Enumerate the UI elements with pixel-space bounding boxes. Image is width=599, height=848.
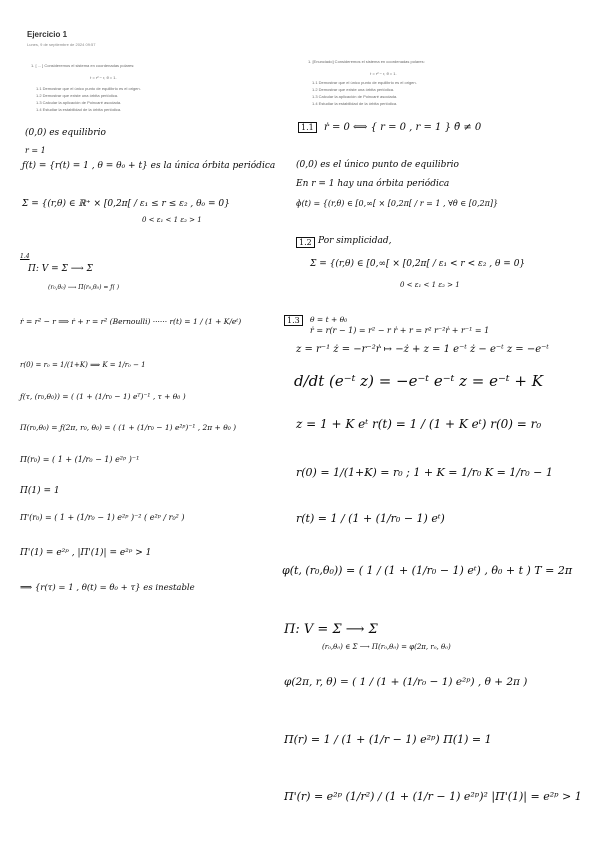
page-title: Ejercicio 1: [27, 30, 68, 39]
problem-line: ṙ = r² − r, θ̇ = 1.: [90, 75, 117, 80]
note-line: 0 < ε₁ < 1 ε₂ > 1: [142, 216, 202, 224]
problem-line: 1.4 Estudiar la estabilidad de la órbita periódica.: [312, 101, 398, 106]
note-line: Π(r₀,θ₀) = ƒ(2π, r₀, θ₀) = ( (1 + (1/r₀ − 1) e²ᵖ)⁻¹ , 2π + θ₀ ): [20, 423, 237, 432]
note-line: En r = 1 hay una órbita periódica: [296, 179, 450, 189]
problem-line: 1.4 Estudiar la estabilidad de la órbita periódica.: [36, 107, 122, 112]
note-line: ṙ = r² − r ⟹ ṙ + r = r² (Bernoulli) ······ r(t) = 1 / (1 + K/eᵗ): [20, 317, 242, 326]
note-line: ṙ = 0 ⟺ { r = 0 , r = 1 } θ̇ ≠ 0: [324, 122, 482, 133]
note-line: Π: V = Σ ⟶ Σ: [284, 622, 378, 637]
note-line: φ(t, (r₀,θ₀)) = ( 1 / (1 + (1/r₀ − 1) eᵗ) , θ₀ + t ) T = 2π: [282, 564, 573, 577]
problem-line: 1.3 Calcular la aplicación de Poincaré asociada.: [312, 94, 398, 99]
note-line: θ = t + θ₀: [310, 315, 348, 324]
page-date: Lunes, 9 de septiembre de 2024 09:57: [27, 42, 96, 47]
note-line: ƒ(t) = {r(t) = 1 , θ = θ₀ + t} es la única órbita periódica: [22, 161, 276, 171]
note-line: d/dt (e⁻ᵗ z) = −e⁻ᵗ e⁻ᵗ z = e⁻ᵗ + K: [294, 372, 543, 390]
note-line: z = r⁻¹ ż = −r⁻²ṙ ↦ −ż + z = 1 e⁻ᵗ ż − e⁻ᵗ z = −e⁻ᵗ: [296, 344, 549, 355]
note-line: Π'(r₀) = ( 1 + (1/r₀ − 1) e²ᵖ )⁻² ( e²ᵖ / r₀² ): [20, 513, 185, 522]
note-line: (0,0) es el único punto de equilibrio: [296, 160, 459, 170]
note-line: ṙ = r(r − 1) = r² − r ṙ + r = r² r⁻²ṙ + r⁻¹ = 1: [310, 326, 490, 335]
note-line: z = 1 + K eᵗ r(t) = 1 / (1 + K eᵗ) r(0) = r₀: [296, 417, 542, 431]
note-line: ⟹ {r(τ) = 1 , θ(t) = θ₀ + τ} es inestable: [20, 583, 195, 593]
problem-line: 1.1 Demostrar que el único punto de equilibrio es el origen.: [312, 80, 417, 85]
note-line: ɸ(t) = {(r,θ) ∈ [0,∞[ × [0,2π[ / r = 1 , ∀θ ∈ [0,2π]}: [296, 199, 499, 208]
section-label: 1.1: [298, 122, 317, 133]
problem-line: 1. [ ... ] Consideremos el sistema en coordenadas polares:: [31, 63, 135, 68]
problem-line: 1.1 Demostrar que el único punto de equilibrio es el origen.: [36, 86, 141, 91]
note-line: r = 1: [25, 146, 46, 155]
problem-line: 1. [Enunciado] Consideremos el sistema en coordenadas polares:: [308, 59, 425, 64]
section-label: 1.4: [20, 253, 30, 260]
note-line: (r₀,θ₀) ∈ Σ ⟶ Π(r₀,θ₀) = φ(2π, r₀, θ₀): [322, 643, 451, 651]
section-label: 1.2: [296, 237, 315, 248]
problem-line: 1.3 Calcular la aplicación de Poincaré asociada.: [36, 100, 122, 105]
note-line: Π(r) = 1 / (1 + (1/r − 1) e²ᵖ) Π(1) = 1: [284, 733, 492, 746]
note-line: r(t) = 1 / (1 + (1/r₀ − 1) eᵗ): [296, 512, 445, 525]
section-label: 1.3: [284, 315, 303, 326]
note-line: (r₀,θ₀) ⟶ Π(r₀,θ₀) = ƒ( ): [48, 284, 120, 291]
problem-line: 1.2 Demostrar que existe una órbita periódica.: [312, 87, 395, 92]
note-line: Σ = {(r,θ) ∈ [0,∞[ × [0,2π[ / ε₁ < r < ε₂ , θ = 0}: [310, 259, 526, 269]
note-line: Π'(1) = e²ᵖ , |Π'(1)| = e²ᵖ > 1: [20, 548, 152, 558]
note-line: r(0) = r₀ = 1/(1+K) ⟹ K = 1/r₀ − 1: [20, 361, 146, 369]
note-line: ƒ(τ, (r₀,θ₀)) = ( (1 + (1/r₀ − 1) eᵀ)⁻¹ , τ + θ₀ ): [20, 392, 186, 401]
note-line: Π(1) = 1: [20, 486, 60, 496]
note-line: r(0) = 1/(1+K) = r₀ ; 1 + K = 1/r₀ K = 1/r₀ − 1: [296, 466, 553, 479]
problem-line: 1.2 Demostrar que existe una órbita periódica.: [36, 93, 119, 98]
note-line: Π: V = Σ ⟶ Σ: [28, 264, 93, 274]
note-line: 0 < ε₁ < 1 ε₂ > 1: [400, 281, 460, 289]
note-line: Π'(r) = e²ᵖ (1/r²) / (1 + (1/r − 1) e²ᵖ)² |Π'(1)| = e²ᵖ > 1: [284, 790, 582, 803]
note-line: φ(2π, r, θ) = ( 1 / (1 + (1/r₀ − 1) e²ᵖ) , θ + 2π ): [284, 676, 528, 688]
problem-line: ṙ = r² − r, θ̇ = 1.: [370, 71, 397, 76]
note-line: (0,0) es equilibrio: [25, 128, 106, 138]
note-line: Σ = {(r,θ) ∈ ℝ⁺ × [0,2π[ / ε₁ ≤ r ≤ ε₂ , θ₀ = 0}: [22, 199, 230, 209]
note-line: Por simplicidad,: [318, 236, 392, 246]
note-line: Π(r₀) = ( 1 + (1/r₀ − 1) e²ᵖ )⁻¹: [20, 455, 140, 464]
